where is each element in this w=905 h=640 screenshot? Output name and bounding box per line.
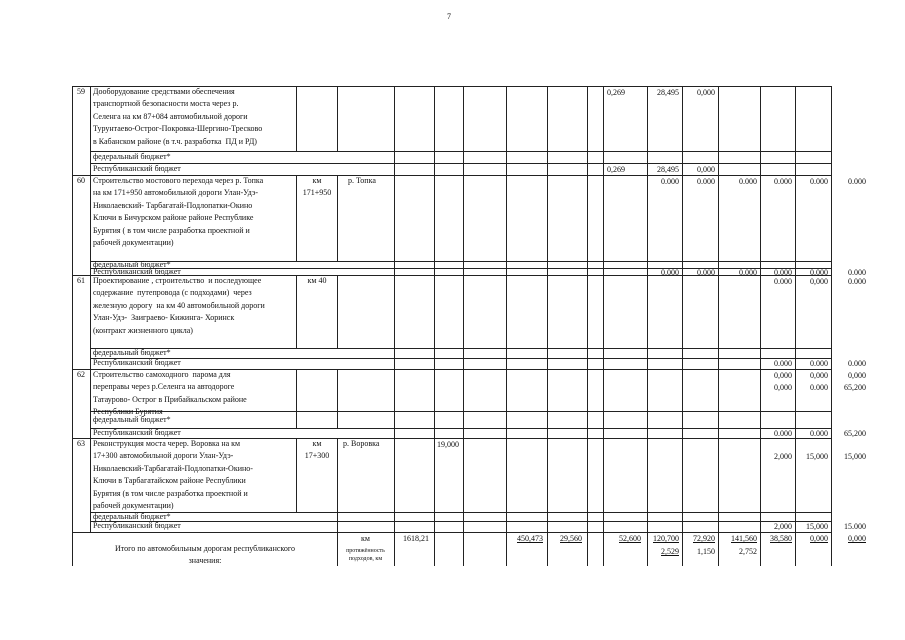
federal-budget-label: федеральный бюджет*: [93, 260, 171, 269]
row-description: Дооборудование средствами обеспечения транспортной безопасности моста через р. Селенга на км 87+084 автомобильной дороги Турунтаево-Острог-Покровка-Шергино-Тресково в Кабанском районе (в т.ч. разработка ПД и РД): [93, 87, 263, 146]
value-cell: 0.000: [810, 429, 828, 438]
total-label: Итого по автомобильным дорогам республиканского значения:: [115, 544, 295, 566]
row-description: Строительство самоходного парома для переправы через р.Селенга на автодороге Татаурово- Острог в Прибайкальском районе Республики Бурятия: [93, 370, 247, 417]
total-unit-subtitle: протяжённость подходов, км: [346, 548, 385, 562]
page-number: 7: [447, 12, 451, 21]
republic-budget-label: Республиканский бюджет: [93, 267, 181, 276]
value-cell: 2,000: [774, 522, 792, 531]
republic-budget-label: Республиканский бюджет: [93, 358, 181, 367]
republic-budget-label: Республиканский бюджет: [93, 521, 181, 530]
value-cell: 0,269: [607, 88, 625, 97]
length-cell: 19,000: [437, 440, 459, 449]
unit-cell: км 40: [307, 276, 327, 285]
value-cell: 0,269: [607, 165, 625, 174]
total-value: 38,580: [770, 534, 792, 543]
value-cell: 0.000: [774, 277, 792, 286]
value-cell: 0,000: [697, 165, 715, 174]
value-cell: 28,495: [657, 88, 679, 97]
value-cell: 65,200: [844, 429, 866, 438]
federal-budget-label: федеральный бюджет*: [93, 512, 171, 521]
value-cell: 28,495: [657, 165, 679, 174]
total-value: 0,000: [848, 534, 866, 543]
value-cell: 0.000: [739, 177, 757, 186]
value-cell: 0.000: [661, 268, 679, 277]
total-length: 1618,21: [403, 534, 429, 543]
value-cell: 0,000: [697, 88, 715, 97]
row-number: 62: [77, 370, 85, 379]
value-cell: 0.000: [810, 268, 828, 277]
row-number: 63: [77, 439, 85, 448]
location-cell: р. Воровка: [343, 439, 380, 448]
value-cell: 0.000: [848, 277, 866, 286]
total-value: 72,920: [693, 534, 715, 543]
federal-budget-label: федеральный бюджет*: [93, 152, 171, 161]
value-cell: 0,000: [848, 371, 866, 380]
value-cell: 0.000: [848, 359, 866, 368]
total-sub-value: 1,150: [697, 547, 715, 556]
total-sub-value: 2,529: [661, 547, 679, 556]
value-cell: 0.000: [774, 359, 792, 368]
row-number: 60: [77, 176, 85, 185]
row-description: Строительство мостового перехода через р. Топка на км 171+950 автомобильной дороги Улан-Удэ- Николаевский- Тарбагатай-Подлопатки-Окино Ключи в Бичурском районе районе Республике Бурятия ( в том числе разработка проектной и рабочей документации): [93, 176, 264, 248]
location-cell: р. Топка: [348, 176, 376, 185]
federal-budget-label: федеральный бюджет*: [93, 348, 171, 357]
value-cell: 0.000: [810, 177, 828, 186]
row-description: Проектирование , строительство и последующее содержание путепровода (с подходами) через железную дорогу на км 40 автомобильной дороги Улан-Удэ- Заиграево- Кижинга- Хоринск (контракт жизненного цикла): [93, 276, 265, 335]
republic-budget-label: Республиканский бюджет: [93, 164, 181, 173]
value-cell: 0.000: [810, 383, 828, 392]
value-cell: 0.000: [697, 268, 715, 277]
value-cell: 0.000: [774, 268, 792, 277]
value-cell: 0.000: [810, 359, 828, 368]
value-cell: 0,000: [774, 371, 792, 380]
total-value: 120,700: [653, 534, 679, 543]
unit-cell: км 17+300: [304, 439, 330, 461]
value-cell: 15,000: [806, 452, 828, 461]
value-cell: 0.000: [774, 429, 792, 438]
value-cell: 0.000: [848, 177, 866, 186]
row-number: 59: [77, 87, 85, 96]
total-value: 450,473: [517, 534, 543, 543]
value-cell: 15.000: [844, 522, 866, 531]
total-value: 0,000: [810, 534, 828, 543]
value-cell: 0.000: [848, 268, 866, 277]
total-sub-value: 2,752: [739, 547, 757, 556]
total-value: 141,560: [731, 534, 757, 543]
value-cell: 0.000: [661, 177, 679, 186]
total-value: 29,560: [560, 534, 582, 543]
value-cell: 2,000: [774, 452, 792, 461]
federal-budget-label: федеральный бюджет*: [93, 415, 171, 424]
value-cell: 0.000: [697, 177, 715, 186]
republic-budget-label: Республиканский бюджет: [93, 428, 181, 437]
row-description: Реконструкция моста черер. Воровка на км 17+300 автомобильной дороги Улан-Удэ- Николаевский-Тарбагатай-Подлопатки-Окино- Ключи в Тарбагатайском районе Республики Бурятия (в том числе разработка проектной и рабочей документации): [93, 439, 253, 511]
value-cell: 0,000: [810, 371, 828, 380]
value-cell: 0.000: [774, 177, 792, 186]
value-cell: 0,000: [774, 383, 792, 392]
unit-cell: км 171+950: [302, 176, 332, 198]
value-cell: 65,200: [844, 383, 866, 392]
row-number: 61: [77, 276, 85, 285]
value-cell: 15,000: [806, 522, 828, 531]
value-cell: 0,000: [810, 277, 828, 286]
value-cell: 0.000: [739, 268, 757, 277]
total-unit: км: [361, 534, 370, 543]
value-cell: 15,000: [844, 452, 866, 461]
total-value: 52,600: [619, 534, 641, 543]
